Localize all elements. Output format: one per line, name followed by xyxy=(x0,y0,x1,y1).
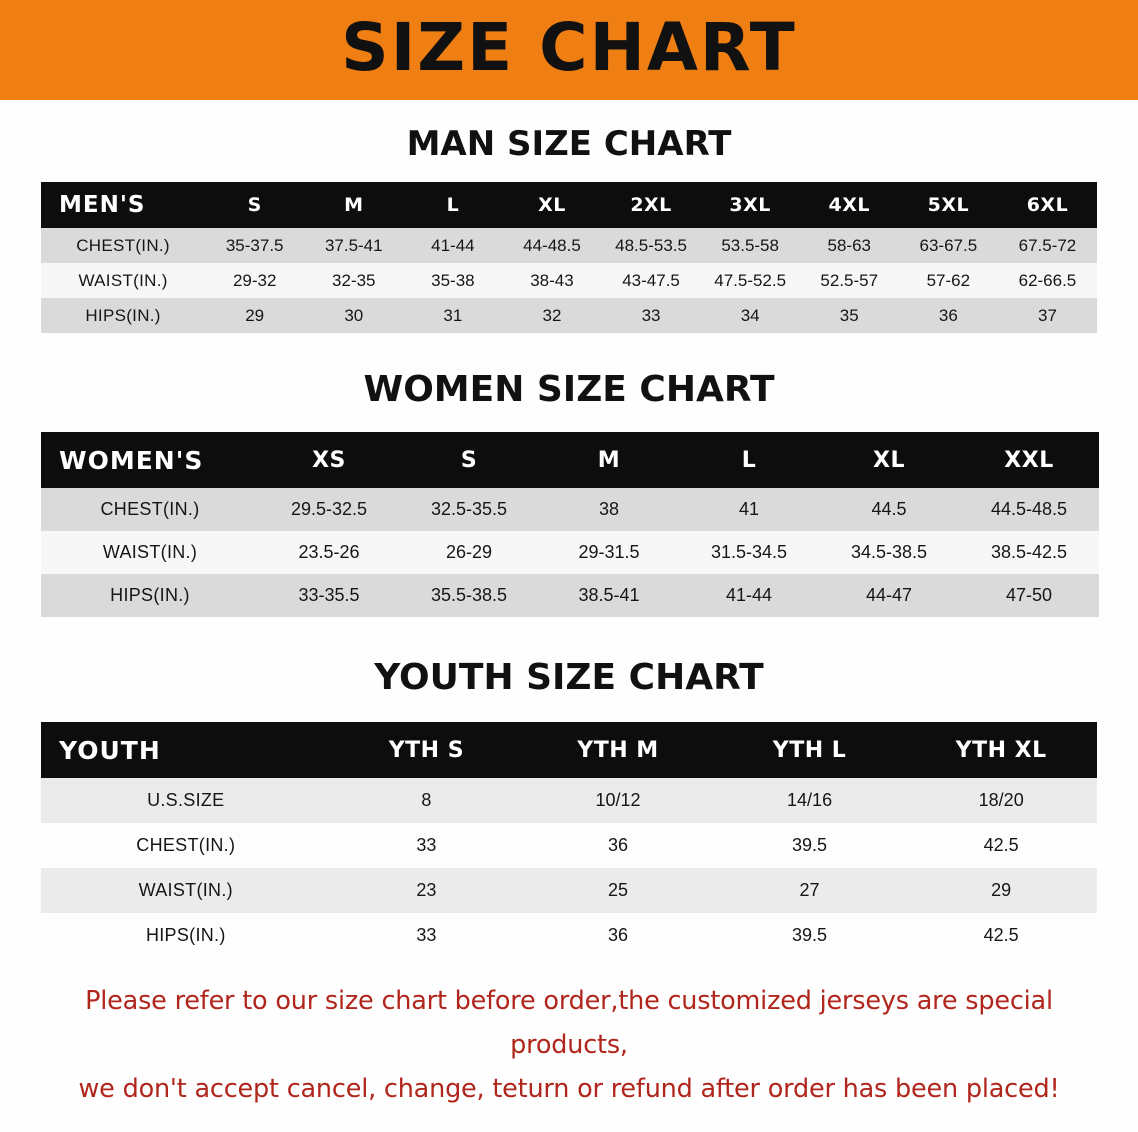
man-row-1-cell-6: 52.5-57 xyxy=(800,263,899,298)
youth-size-table xyxy=(41,722,1097,958)
women-row-0-label: CHEST(IN.) xyxy=(41,488,259,531)
youth-row-1-label: CHEST(IN.) xyxy=(41,823,331,868)
youth-row-0-cell-0: 8 xyxy=(331,778,523,823)
youth-row-3-label: HIPS(IN.) xyxy=(41,913,331,958)
man-size-table xyxy=(41,182,1097,333)
man-row-2-cell-3: 32 xyxy=(502,298,601,333)
youth-table-header-row xyxy=(41,722,1097,778)
women-row-0-cell-5: 44.5-48.5 xyxy=(959,488,1099,531)
man-row-0-cell-4: 48.5-53.5 xyxy=(602,228,701,263)
man-header-cell-6: 3XL xyxy=(729,194,771,216)
women-row-2-cell-2: 38.5-41 xyxy=(539,574,679,617)
man-row-2-cell-0: 29 xyxy=(205,298,304,333)
women-row-0-cell-4: 44.5 xyxy=(819,488,959,531)
disclaimer-line-1: Please refer to our size chart before order,the customized jerseys are special products, xyxy=(85,986,1053,1060)
youth-row-2-cell-0: 23 xyxy=(331,868,523,913)
man-row-0-cell-3: 44-48.5 xyxy=(502,228,601,263)
women-row-0-cell-3: 41 xyxy=(679,488,819,531)
women-row-0-cell-2: 38 xyxy=(539,488,679,531)
man-row-0-cell-5: 53.5-58 xyxy=(701,228,800,263)
size-chart-disclaimer xyxy=(39,980,1099,1112)
youth-row-1-cell-1: 36 xyxy=(522,823,714,868)
youth-section-heading: YOUTH SIZE CHART xyxy=(374,657,764,698)
man-header-cell-9: 6XL xyxy=(1026,194,1069,216)
women-row-2-cell-3: 41-44 xyxy=(679,574,819,617)
women-header-cell-0: WOMEN'S xyxy=(59,445,204,475)
youth-size-table-wrapper xyxy=(41,722,1097,958)
man-row-0-cell-1: 37.5-41 xyxy=(304,228,403,263)
man-row-0-cell-6: 58-63 xyxy=(800,228,899,263)
youth-row-3-cell-1: 36 xyxy=(522,913,714,958)
table-row xyxy=(41,778,1097,823)
man-table-header-row xyxy=(41,182,1097,228)
man-section-heading: MAN SIZE CHART xyxy=(406,124,732,164)
youth-row-2-cell-1: 25 xyxy=(522,868,714,913)
man-row-1-cell-2: 35-38 xyxy=(403,263,502,298)
man-header-cell-3: L xyxy=(446,194,460,216)
man-row-2-cell-4: 33 xyxy=(602,298,701,333)
man-header-cell-4: XL xyxy=(538,194,566,216)
women-header-cell-3: M xyxy=(597,447,621,473)
man-row-2-label: HIPS(IN.) xyxy=(41,298,205,333)
man-row-0-cell-0: 35-37.5 xyxy=(205,228,304,263)
women-row-2-cell-1: 35.5-38.5 xyxy=(399,574,539,617)
man-header-cell-7: 4XL xyxy=(828,194,870,216)
table-row xyxy=(41,298,1097,333)
women-section-heading: WOMEN SIZE CHART xyxy=(363,369,775,410)
youth-header-cell-2: YTH M xyxy=(577,737,659,763)
man-row-1-label: WAIST(IN.) xyxy=(41,263,205,298)
women-row-1-label: WAIST(IN.) xyxy=(41,531,259,574)
table-row xyxy=(41,263,1097,298)
women-row-1-cell-3: 31.5-34.5 xyxy=(679,531,819,574)
women-row-0-cell-1: 32.5-35.5 xyxy=(399,488,539,531)
youth-row-3-cell-3: 42.5 xyxy=(905,913,1097,958)
man-row-1-cell-4: 43-47.5 xyxy=(602,263,701,298)
youth-row-2-label: WAIST(IN.) xyxy=(41,868,331,913)
youth-row-0-cell-3: 18/20 xyxy=(905,778,1097,823)
man-row-2-cell-8: 37 xyxy=(998,298,1097,333)
women-header-cell-2: S xyxy=(460,447,478,473)
man-row-2-cell-7: 36 xyxy=(899,298,998,333)
man-row-0-cell-2: 41-44 xyxy=(403,228,502,263)
women-row-2-cell-0: 33-35.5 xyxy=(259,574,399,617)
women-header-cell-6: XXL xyxy=(1004,447,1054,473)
youth-header-cell-3: YTH L xyxy=(772,737,847,763)
man-header-cell-2: M xyxy=(344,194,364,216)
man-row-2-cell-2: 31 xyxy=(403,298,502,333)
women-row-2-cell-4: 44-47 xyxy=(819,574,959,617)
women-row-1-cell-2: 29-31.5 xyxy=(539,531,679,574)
man-row-2-cell-5: 34 xyxy=(701,298,800,333)
table-row xyxy=(41,531,1099,574)
man-row-0-cell-7: 63-67.5 xyxy=(899,228,998,263)
women-row-1-cell-4: 34.5-38.5 xyxy=(819,531,959,574)
table-row xyxy=(41,913,1097,958)
table-row xyxy=(41,488,1099,531)
women-row-0-cell-0: 29.5-32.5 xyxy=(259,488,399,531)
youth-header-cell-1: YTH S xyxy=(388,737,465,763)
table-row xyxy=(41,868,1097,913)
man-row-2-cell-1: 30 xyxy=(304,298,403,333)
man-row-1-cell-1: 32-35 xyxy=(304,263,403,298)
man-row-1-cell-3: 38-43 xyxy=(502,263,601,298)
youth-header-cell-4: YTH XL xyxy=(955,737,1047,763)
women-row-2-label: HIPS(IN.) xyxy=(41,574,259,617)
youth-header-cell-0: YOUTH xyxy=(59,735,161,765)
women-row-2-cell-5: 47-50 xyxy=(959,574,1099,617)
youth-row-0-cell-1: 10/12 xyxy=(522,778,714,823)
youth-row-1-cell-2: 39.5 xyxy=(714,823,906,868)
man-row-1-cell-7: 57-62 xyxy=(899,263,998,298)
man-header-cell-5: 2XL xyxy=(630,194,672,216)
man-size-table-wrapper xyxy=(41,182,1097,333)
women-row-1-cell-1: 26-29 xyxy=(399,531,539,574)
man-header-cell-0: MEN'S xyxy=(59,192,146,218)
women-row-1-cell-5: 38.5-42.5 xyxy=(959,531,1099,574)
man-row-0-label: CHEST(IN.) xyxy=(41,228,205,263)
women-table-header-row xyxy=(41,432,1099,488)
man-row-1-cell-8: 62-66.5 xyxy=(998,263,1097,298)
size-chart-banner xyxy=(0,0,1138,100)
disclaimer-line-2: we don't accept cancel, change, teturn or refund after order has been placed! xyxy=(78,1073,1060,1104)
youth-row-3-cell-0: 33 xyxy=(331,913,523,958)
table-row xyxy=(41,228,1097,263)
women-header-cell-5: XL xyxy=(873,447,905,473)
youth-row-2-cell-3: 29 xyxy=(905,868,1097,913)
table-row xyxy=(41,574,1099,617)
page-title: SIZE CHART xyxy=(341,9,797,86)
man-header-cell-8: 5XL xyxy=(927,194,970,216)
youth-row-1-cell-0: 33 xyxy=(331,823,523,868)
women-header-cell-4: L xyxy=(741,447,757,473)
youth-row-0-cell-2: 14/16 xyxy=(714,778,906,823)
women-size-table-wrapper xyxy=(41,432,1097,617)
youth-row-1-cell-3: 42.5 xyxy=(905,823,1097,868)
youth-row-3-cell-2: 39.5 xyxy=(714,913,906,958)
table-row xyxy=(41,823,1097,868)
man-row-1-cell-0: 29-32 xyxy=(205,263,304,298)
women-size-table xyxy=(41,432,1099,617)
man-row-0-cell-8: 67.5-72 xyxy=(998,228,1097,263)
women-header-cell-1: XS xyxy=(312,447,346,473)
man-row-2-cell-6: 35 xyxy=(800,298,899,333)
man-header-cell-1: S xyxy=(247,194,262,216)
youth-row-2-cell-2: 27 xyxy=(714,868,906,913)
youth-row-0-label: U.S.SIZE xyxy=(41,778,331,823)
women-row-1-cell-0: 23.5-26 xyxy=(259,531,399,574)
man-row-1-cell-5: 47.5-52.5 xyxy=(701,263,800,298)
